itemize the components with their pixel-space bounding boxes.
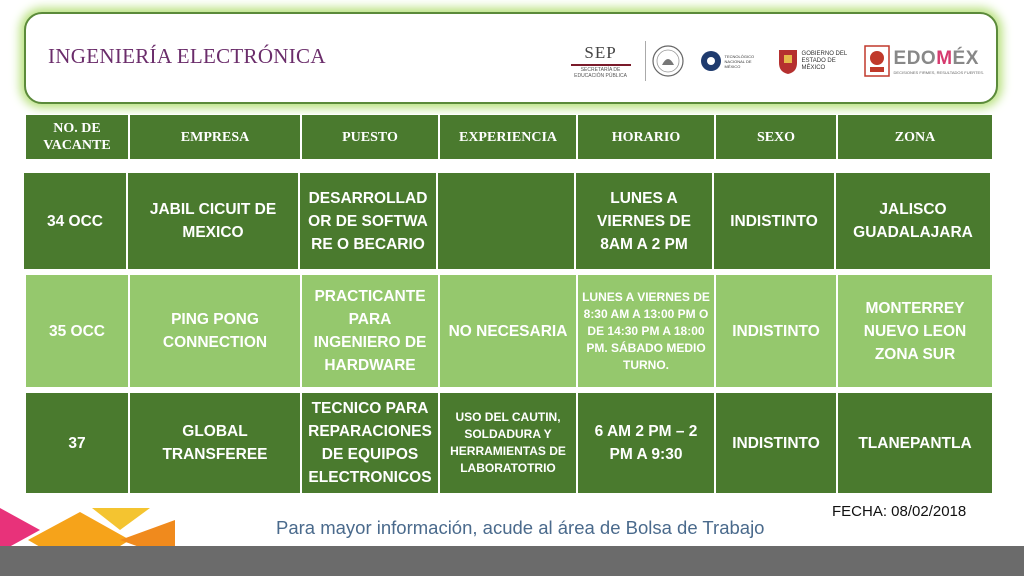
sep-logo-subtitle: SECRETARÍA DE EDUCACIÓN PÚBLICA xyxy=(574,67,627,79)
column-header-puesto: PUESTO xyxy=(301,114,439,160)
gobierno-shield-icon xyxy=(777,47,799,75)
row-3-experiencia: USO DEL CAUTIN, SOLDADURA Y HERRAMIENTAS DE LABORATOTRIO xyxy=(439,392,577,494)
row-3-puesto: TECNICO PARA REPARACIONES DE EQUIPOS ELECTRONICOS xyxy=(301,392,439,494)
row-3-zona: TLANEPANTLA xyxy=(837,392,993,494)
row-1-experiencia xyxy=(437,172,575,270)
gobierno-logo-text: GOBIERNO DEL ESTADO DE MÉXICO xyxy=(801,50,847,71)
edomex-text-post: ÉX xyxy=(952,47,979,69)
tecnm-gear-icon xyxy=(700,47,722,75)
row-1-zona: JALISCO GUADALAJARA xyxy=(835,172,991,270)
logo-strip xyxy=(569,36,984,86)
edomex-logo xyxy=(864,45,984,77)
fecha-label: FECHA: 08/02/2018 xyxy=(832,503,967,520)
row-2-puesto: PRACTICANTE PARA INGENIERO DE HARDWARE xyxy=(301,274,439,388)
column-header-sexo: SEXO xyxy=(715,114,837,160)
column-header-experiencia: EXPERIENCIA xyxy=(439,114,577,160)
row-3-horario: 6 AM 2 PM – 2 PM A 9:30 xyxy=(577,392,715,494)
tecnm-logo-text: TECNOLÓGICO NACIONAL DE MÉXICO xyxy=(724,53,755,69)
sep-logo xyxy=(569,43,633,79)
row-2-experiencia: NO NECESARIA xyxy=(439,274,577,388)
row-1-vacante: 34 OCC xyxy=(23,172,127,270)
edomex-text-mid: M xyxy=(936,47,953,69)
page-title: INGENIERÍA ELECTRÓNICA xyxy=(48,44,326,68)
row-2-zona: MONTERREY NUEVO LEON ZONA SUR xyxy=(837,274,993,388)
sep-logo-text: SEP xyxy=(584,43,617,62)
row-3-sexo: INDISTINTO xyxy=(715,392,837,494)
footer-message: Para mayor información, acude al área de Bolsa de Trabajo xyxy=(276,517,765,538)
column-header-zona: ZONA xyxy=(837,114,993,160)
row-1-horario: LUNES A VIERNES DE 8AM A 2 PM xyxy=(575,172,713,270)
footer-bar xyxy=(0,546,1024,576)
edomex-text-pre: EDO xyxy=(893,47,937,69)
gobierno-logo xyxy=(777,47,852,75)
header-banner xyxy=(24,12,998,104)
column-header-horario: HORARIO xyxy=(577,114,715,160)
column-header-vacante: NO. DE VACANTE xyxy=(25,114,129,160)
row-1-sexo: INDISTINTO xyxy=(713,172,835,270)
row-2-horario: LUNES A VIERNES DE 8:30 AM A 13:00 PM O DE 14:30 PM A 18:00 PM. SÁBADO MEDIO TURNO. xyxy=(577,274,715,388)
edomex-emblem-icon xyxy=(864,45,890,77)
row-2-empresa: PING PONG CONNECTION xyxy=(129,274,301,388)
row-2-sexo: INDISTINTO xyxy=(715,274,837,388)
row-2-vacante: 35 OCC xyxy=(25,274,129,388)
row-1-empresa: JABIL CICUIT DE MEXICO xyxy=(127,172,299,270)
tecnm-logo xyxy=(700,47,765,75)
row-3-empresa: GLOBAL TRANSFEREE xyxy=(129,392,301,494)
edomex-tagline: DECISIONES FIRMES, RESULTADOS FUERTES. xyxy=(893,69,984,75)
mexico-seal-icon xyxy=(645,41,688,81)
column-header-empresa: EMPRESA xyxy=(129,114,301,160)
row-3-vacante: 37 xyxy=(25,392,129,494)
row-1-puesto: DESARROLLADOR DE SOFTWARE O BECARIO xyxy=(299,172,437,270)
